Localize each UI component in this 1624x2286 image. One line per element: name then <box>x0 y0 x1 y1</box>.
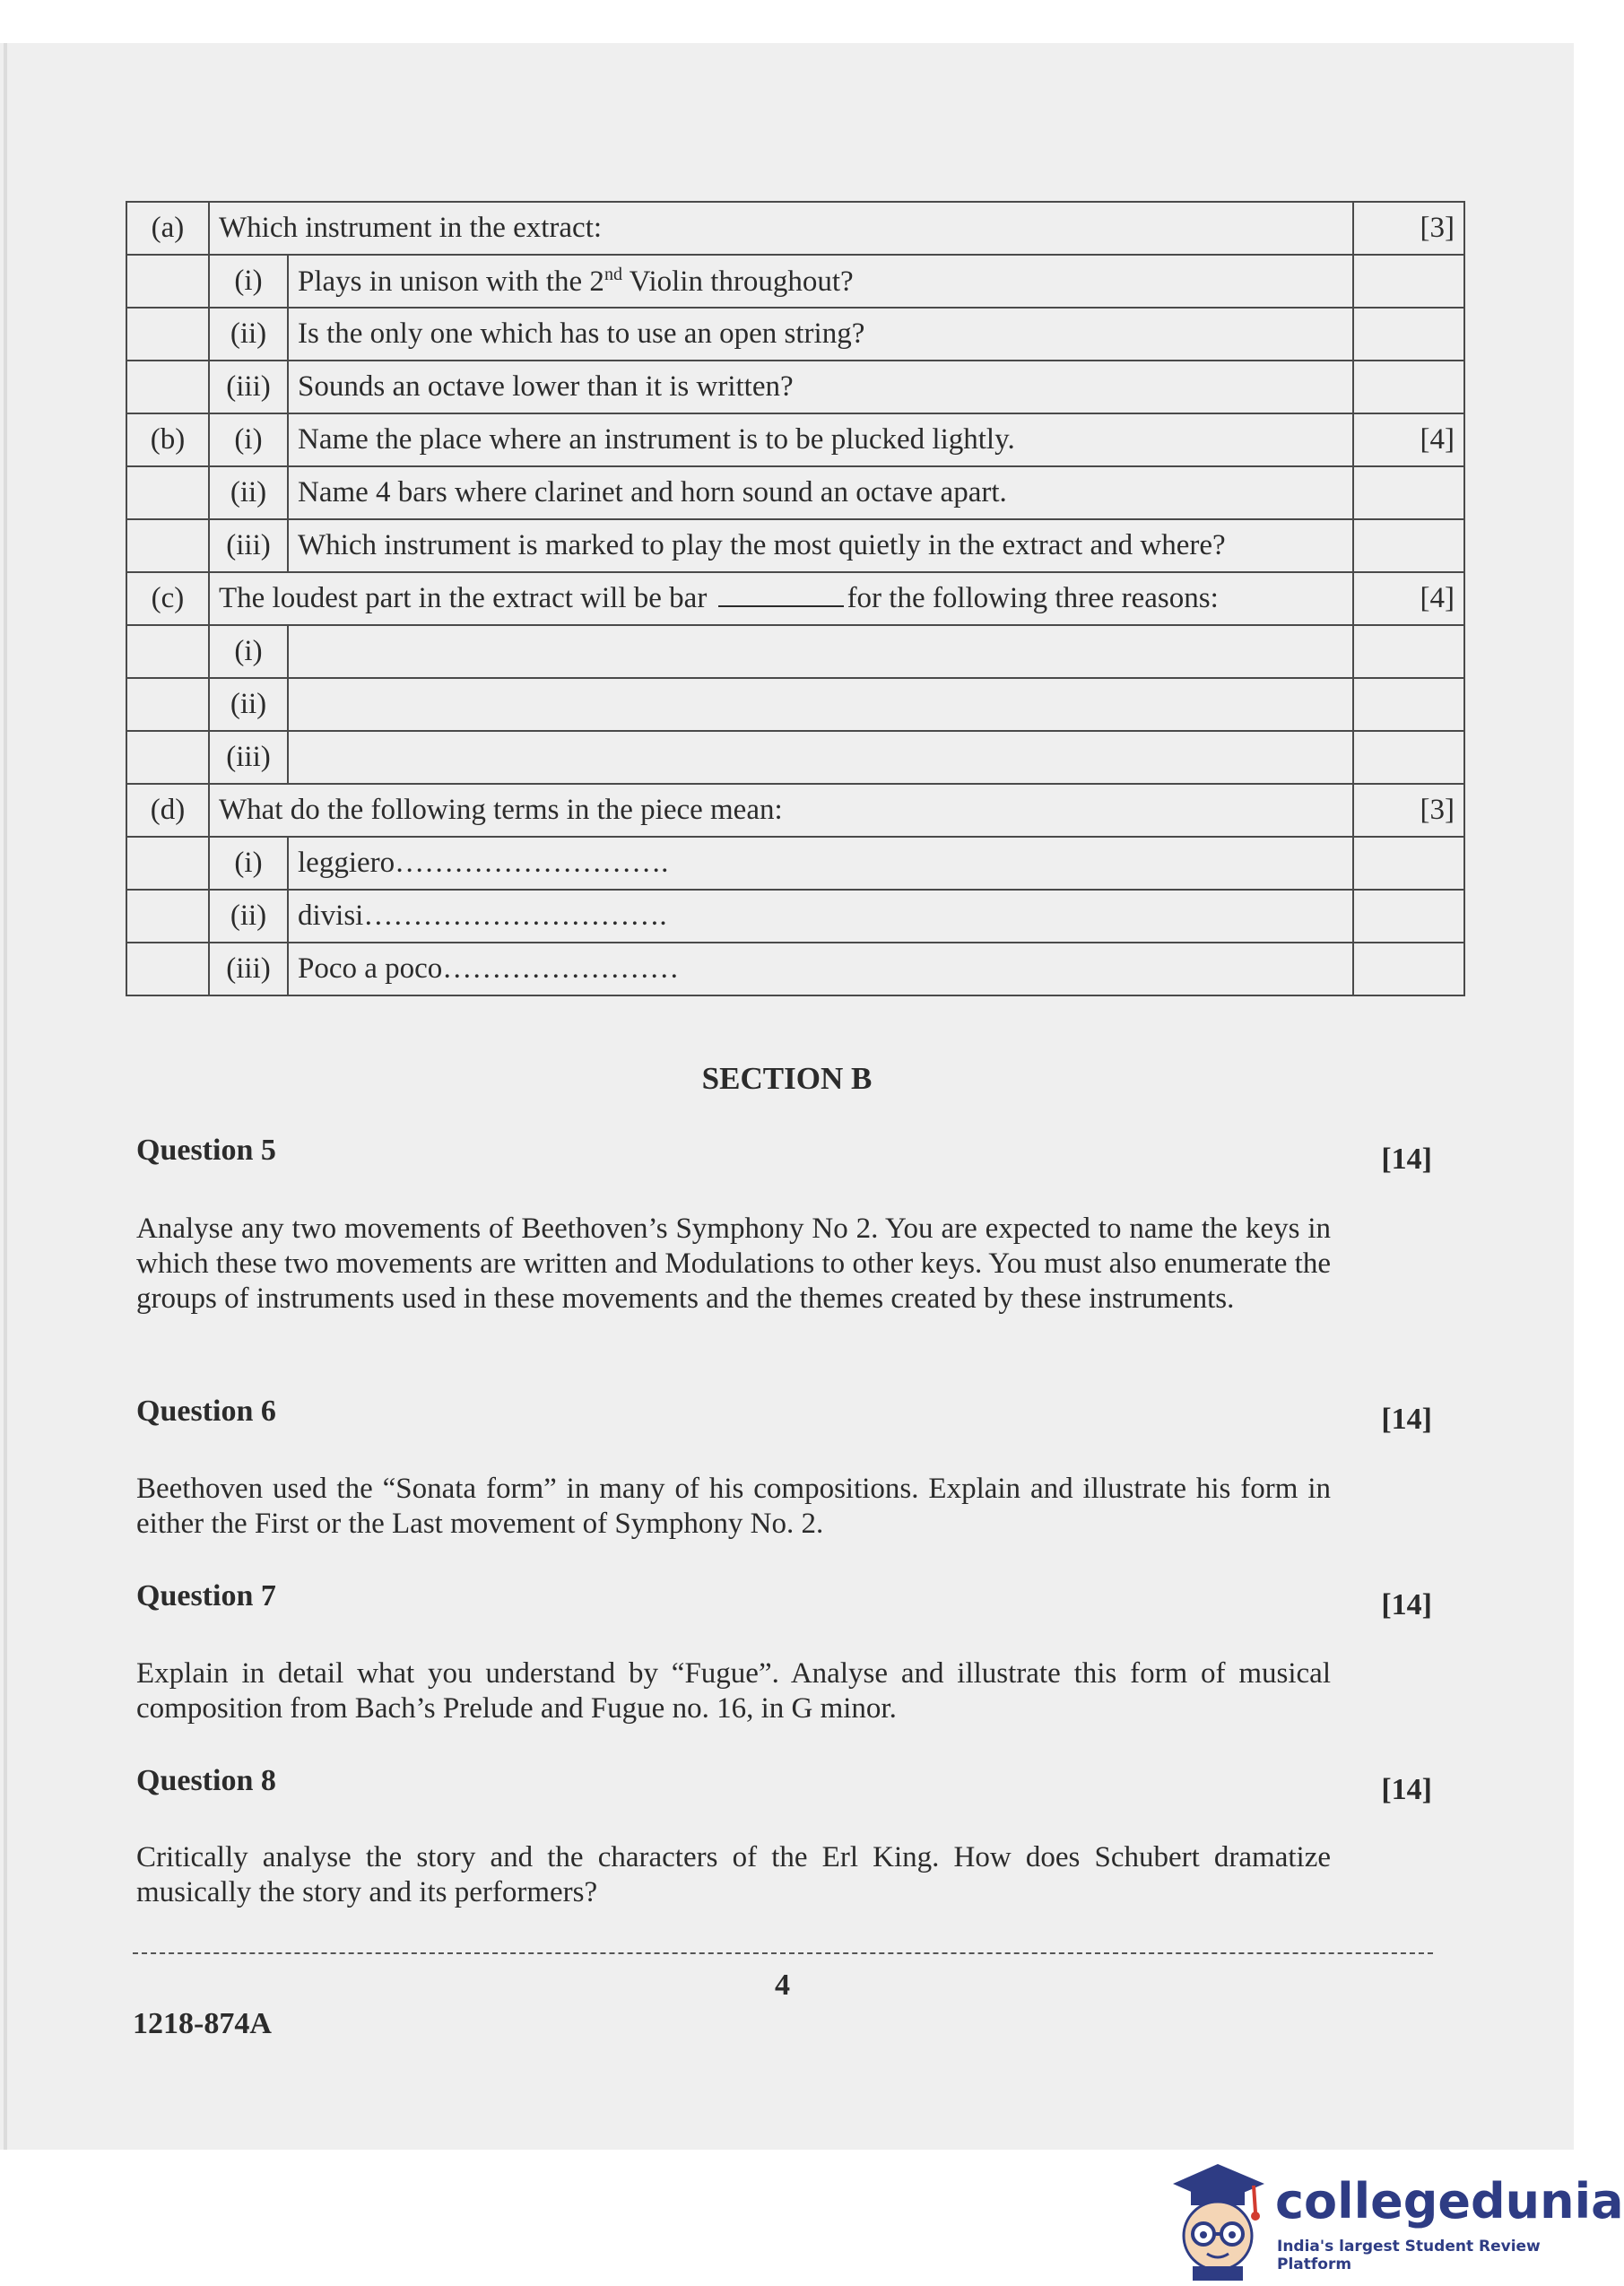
marks <box>1353 519 1464 572</box>
table-row <box>126 784 1464 837</box>
question-text-post: Violin throughout? <box>621 265 854 298</box>
dashed-divider <box>133 1952 1433 1954</box>
table-row <box>126 202 1464 255</box>
section-a-question-table <box>126 201 1465 996</box>
question-8-heading: Question 8 <box>136 1764 276 1797</box>
mascot-icon <box>1164 2157 1272 2282</box>
question-text: divisi…………………………. <box>288 890 1353 943</box>
section-b-title: SECTION B <box>701 1061 873 1096</box>
brand-tagline: India's largest Student Review Platform <box>1277 2238 1541 2273</box>
marks <box>1353 943 1464 995</box>
subpart-label: (i) <box>209 625 288 678</box>
table-row <box>126 413 1464 466</box>
question-7-heading: Question 7 <box>136 1579 276 1612</box>
brand-name: collegedunia <box>1275 2173 1624 2230</box>
part-label <box>126 308 209 361</box>
question-5-marks: [14] <box>1381 1143 1432 1176</box>
part-label <box>126 943 209 995</box>
marks: [3] <box>1353 202 1464 255</box>
question-6-heading: Question 6 <box>136 1395 276 1428</box>
subpart-label: (iii) <box>209 731 288 784</box>
question-text: Which instrument in the extract: <box>209 202 1353 255</box>
table-row <box>126 572 1464 625</box>
question-text: Is the only one which has to use an open string? <box>288 308 1353 361</box>
part-label <box>126 837 209 890</box>
question-text <box>209 572 1353 625</box>
table-row <box>126 361 1464 413</box>
question-text: Which instrument is marked to play the most quietly in the extract and where? <box>288 519 1353 572</box>
marks <box>1353 466 1464 519</box>
marks <box>1353 361 1464 413</box>
marks <box>1353 837 1464 890</box>
question-6-body: Beethoven used the “Sonata form” in many of his compositions. Explain and illustrate his form in either the First or the Last movement of Symphony No. 2. <box>136 1473 1331 1540</box>
marks <box>1353 308 1464 361</box>
question-text <box>288 255 1353 308</box>
subpart-label: (ii) <box>209 678 288 731</box>
part-label <box>126 731 209 784</box>
part-label <box>126 361 209 413</box>
table-row <box>126 890 1464 943</box>
table-row <box>126 943 1464 995</box>
part-label <box>126 255 209 308</box>
paper-code: 1218-874A <box>133 2007 272 2040</box>
question-text: What do the following terms in the piece mean: <box>209 784 1353 837</box>
collegedunia-logo[interactable] <box>1164 2157 1624 2282</box>
page-number: 4 <box>775 1969 790 2002</box>
answer-space <box>288 731 1353 784</box>
table-row <box>126 625 1464 678</box>
marks <box>1353 890 1464 943</box>
question-text-pre: Plays in unison with the 2 <box>298 265 604 298</box>
question-text-pre: The loudest part in the extract will be bar <box>219 582 715 614</box>
answer-space <box>288 678 1353 731</box>
question-text: Name the place where an instrument is to be plucked lightly. <box>288 413 1353 466</box>
answer-blank <box>718 582 844 607</box>
part-label: (c) <box>126 572 209 625</box>
marks: [3] <box>1353 784 1464 837</box>
question-text: leggiero………………………. <box>288 837 1353 890</box>
marks: [4] <box>1353 572 1464 625</box>
table-row <box>126 731 1464 784</box>
subpart-label: (ii) <box>209 308 288 361</box>
question-text-post: for the following three reasons: <box>847 582 1219 614</box>
subpart-label: (i) <box>209 837 288 890</box>
question-8-body: Critically analyse the story and the characters of the Erl King. How does Schubert dramatize musically the story and its performers? <box>136 1841 1331 1908</box>
part-label <box>126 519 209 572</box>
question-5-body: Analyse any two movements of Beethoven’s Symphony No 2. You are expected to name the keys in which these two movements are written and Modulations to other keys. You must also enumerate the groups of instruments used in these movements and the themes created by these instruments. <box>136 1213 1331 1315</box>
question-7-marks: [14] <box>1381 1588 1432 1621</box>
question-text: Sounds an octave lower than it is written? <box>288 361 1353 413</box>
part-label: (b) <box>126 413 209 466</box>
marks <box>1353 731 1464 784</box>
marks <box>1353 255 1464 308</box>
subpart-label: (i) <box>209 255 288 308</box>
subpart-label: (i) <box>209 413 288 466</box>
part-label <box>126 890 209 943</box>
part-label <box>126 678 209 731</box>
part-label: (d) <box>126 784 209 837</box>
part-label <box>126 625 209 678</box>
question-7-body: Explain in detail what you understand by “Fugue”. Analyse and illustrate this form of musical composition from Bach’s Prelude and Fugue no. 16, in G minor. <box>136 1657 1331 1725</box>
table-row <box>126 519 1464 572</box>
table-row <box>126 255 1464 308</box>
table-row <box>126 837 1464 890</box>
subpart-label: (ii) <box>209 466 288 519</box>
table-row <box>126 678 1464 731</box>
question-text: Name 4 bars where clarinet and horn sound an octave apart. <box>288 466 1353 519</box>
question-6-marks: [14] <box>1381 1403 1432 1436</box>
subpart-label: (iii) <box>209 519 288 572</box>
marks <box>1353 625 1464 678</box>
question-8-marks: [14] <box>1381 1773 1432 1806</box>
table-row <box>126 308 1464 361</box>
subpart-label: (ii) <box>209 890 288 943</box>
marks <box>1353 678 1464 731</box>
question-text: Poco a poco…………………… <box>288 943 1353 995</box>
subpart-label: (iii) <box>209 361 288 413</box>
table-row <box>126 466 1464 519</box>
question-5-heading: Question 5 <box>136 1134 276 1167</box>
ordinal-suffix: nd <box>604 264 622 284</box>
part-label <box>126 466 209 519</box>
answer-space <box>288 625 1353 678</box>
subpart-label: (iii) <box>209 943 288 995</box>
part-label: (a) <box>126 202 209 255</box>
marks: [4] <box>1353 413 1464 466</box>
